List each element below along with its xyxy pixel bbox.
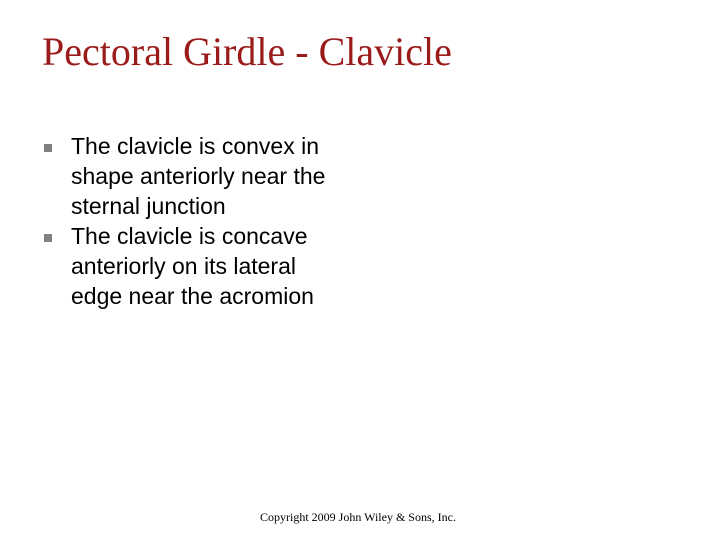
bullet-item xyxy=(42,131,352,221)
bullet-item xyxy=(42,221,352,311)
slide-title: Pectoral Girdle - Clavicle xyxy=(42,29,452,74)
square-bullet-icon xyxy=(44,234,52,242)
bullet-text: The clavicle is convex in shape anteriorly near the sternal junction xyxy=(71,133,326,219)
bullet-list xyxy=(42,131,352,311)
copyright-footer: Copyright 2009 John Wiley & Sons, Inc. xyxy=(260,510,456,524)
square-bullet-icon xyxy=(44,144,52,152)
bullet-text: The clavicle is concave anteriorly on its lateral edge near the acromion xyxy=(71,223,314,309)
